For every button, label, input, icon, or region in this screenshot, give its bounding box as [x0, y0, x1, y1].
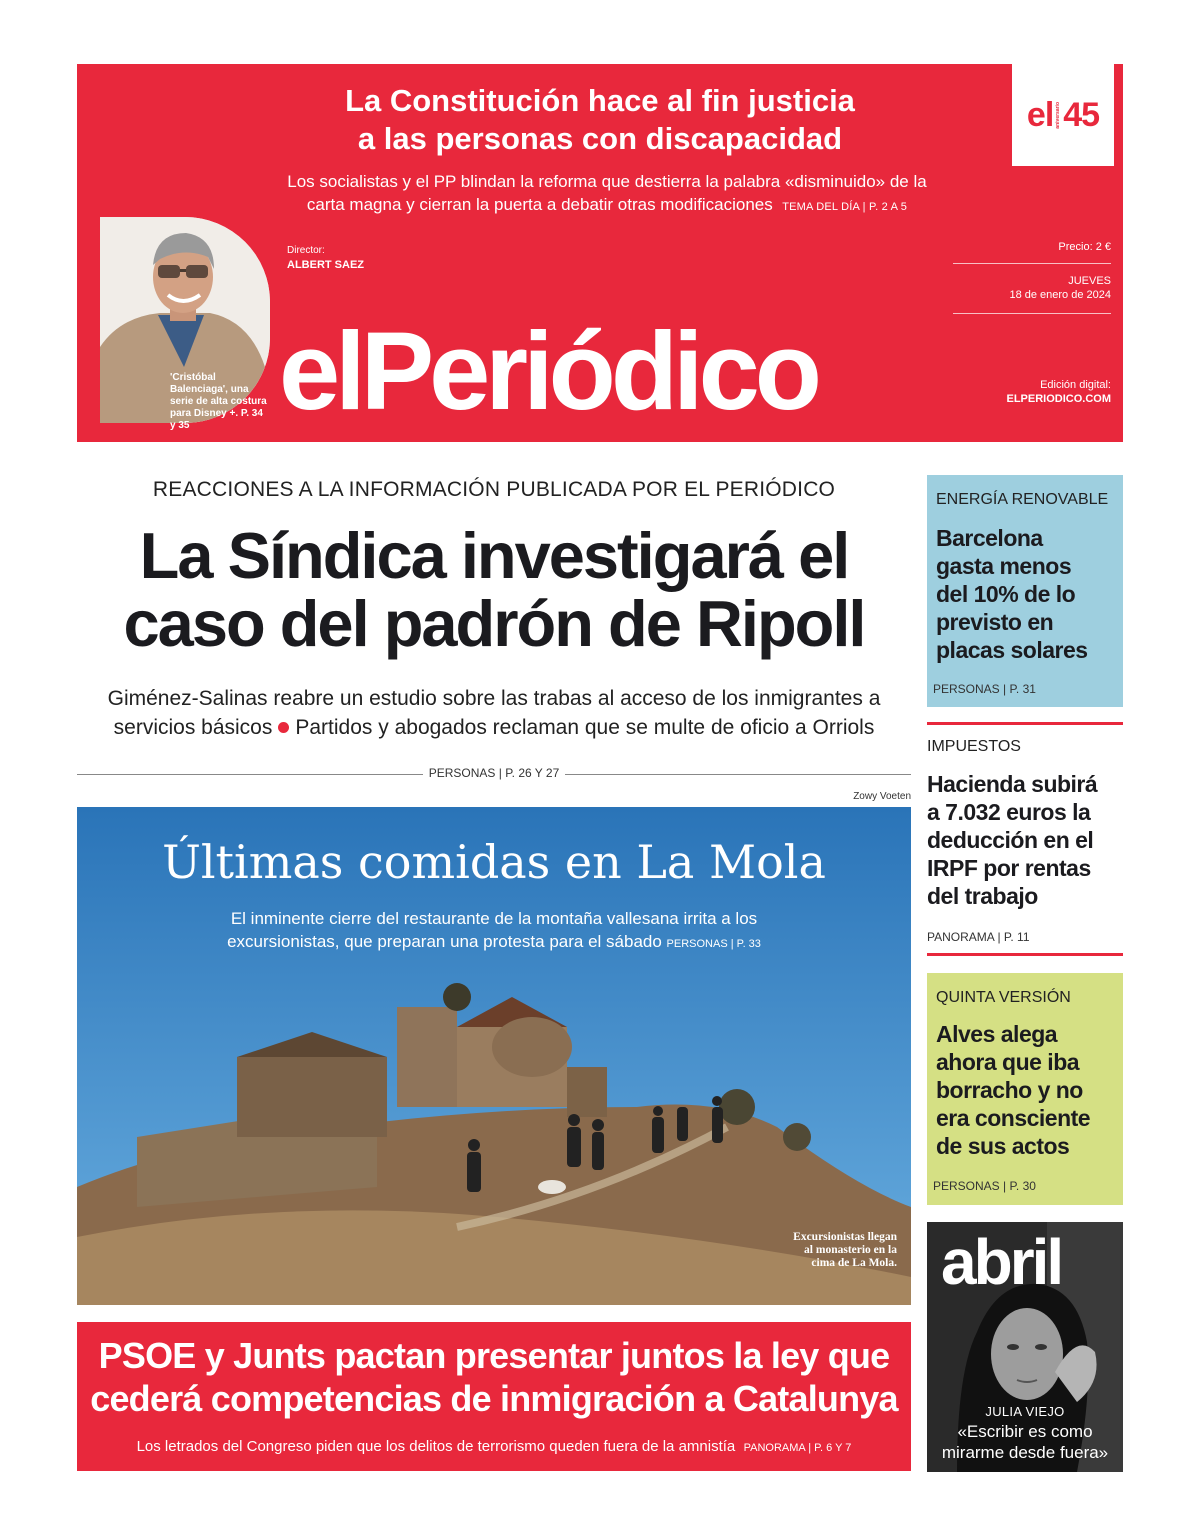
sidebar-item-alves[interactable] — [927, 973, 1123, 1205]
sidebar-kicker: ENERGÍA RENOVABLE — [936, 491, 1109, 508]
bullet-dot-icon — [278, 722, 289, 733]
newspaper-logo[interactable]: elPeriódico — [279, 310, 817, 433]
masthead — [77, 64, 1123, 442]
sidebar-item-abril[interactable] — [927, 1222, 1123, 1472]
photo-credit: Zowy Voeten — [853, 791, 911, 802]
web-edition[interactable]: Edición digital: ELPERIODICO.COM — [1006, 379, 1111, 405]
author-quote: «Escribir es como mirarme desde fuera» — [941, 1422, 1109, 1462]
sidebar-headline: Barcelona gasta menos del 10% de lo previsto en placas solares — [936, 525, 1088, 663]
author-name: JULIA VIEJO — [985, 1404, 1065, 1419]
issue-date: JUEVES 18 de enero de 2024 — [1009, 275, 1111, 301]
top-subheadline: Los socialistas y el PP blindan la reforma que destierra la palabra «disminuido» de la carta magna y cierran la puerta a debatir otras modificaciones TEMA DEL DÍA | P. 2 A 5 — [287, 172, 927, 214]
meta-divider — [953, 313, 1111, 314]
bottom-headline: PSOE y Junts pactan presentar juntos la ley que cederá competencias de inmigración a Catalunya — [90, 1335, 898, 1419]
feature-photo[interactable] — [77, 807, 911, 1305]
photo-caption: Excursionistas llegan al monasterio en la cima de La Mola. — [793, 1231, 897, 1269]
price: Precio: 2 € — [1058, 241, 1111, 253]
director-credit: Director: ALBERT SAEZ — [287, 245, 364, 271]
sidebar-section-ref: PERSONAS | P. 31 — [933, 682, 1036, 696]
anniversary-badge: el aniversario 45 — [1012, 64, 1114, 166]
main-section-ref: PERSONAS | P. 26 Y 27 — [77, 765, 911, 783]
sidebar-headline: Alves alega ahora que iba borracho y no era consciente de sus actos — [936, 1021, 1091, 1159]
main-lead: Giménez-Salinas reabre un estudio sobre las trabas al acceso de los inmigrantes a servicios básicos Partidos y abogados reclaman que se multe de oficio a Orriols — [107, 687, 881, 739]
sidebar-section-ref: PANORAMA | P. 11 — [927, 930, 1030, 944]
bottom-story[interactable] — [77, 1322, 911, 1471]
sidebar-item-taxes[interactable] — [927, 730, 1123, 952]
meta-divider — [953, 263, 1111, 264]
abril-logo: abril — [941, 1226, 1062, 1298]
top-headline[interactable]: La Constitución hace al fin justicia a las personas con discapacidad — [345, 83, 855, 156]
sidebar-divider — [927, 953, 1123, 956]
sidebar-section-ref: PERSONAS | P. 30 — [933, 1179, 1036, 1193]
bottom-subheadline: Los letrados del Congreso piden que los delitos de terrorismo queden fuera de la amnistía PANORAMA | P. 6 Y 7 — [136, 1438, 852, 1455]
photo-title: Últimas comidas en La Mola — [162, 835, 826, 889]
sidebar-headline: Hacienda subirá a 7.032 euros la deducción en el IRPF por rentas del trabajo — [927, 771, 1098, 909]
photo-subtitle: El inminente cierre del restaurante de la montaña vallesana irrita a los excursionistas, que preparan una protesta para el sábado PERSONAS | P. 33 — [227, 909, 761, 951]
sidebar-kicker: QUINTA VERSIÓN — [936, 989, 1071, 1006]
top-section-ref: TEMA DEL DÍA | P. 2 A 5 — [782, 201, 908, 213]
sidebar-item-energy[interactable] — [927, 475, 1123, 707]
sidebar-divider — [927, 722, 1123, 725]
main-headline[interactable]: La Síndica investigará el caso del padrón de Ripoll — [123, 519, 865, 660]
portrait-caption: 'Cristóbal Balenciaga', una serie de alta costura para Disney +. P. 34 y 35 — [170, 372, 267, 431]
sidebar-kicker: IMPUESTOS — [927, 738, 1021, 755]
main-kicker: REACCIONES A LA INFORMACIÓN PUBLICADA POR EL PERIÓDICO — [152, 478, 836, 501]
